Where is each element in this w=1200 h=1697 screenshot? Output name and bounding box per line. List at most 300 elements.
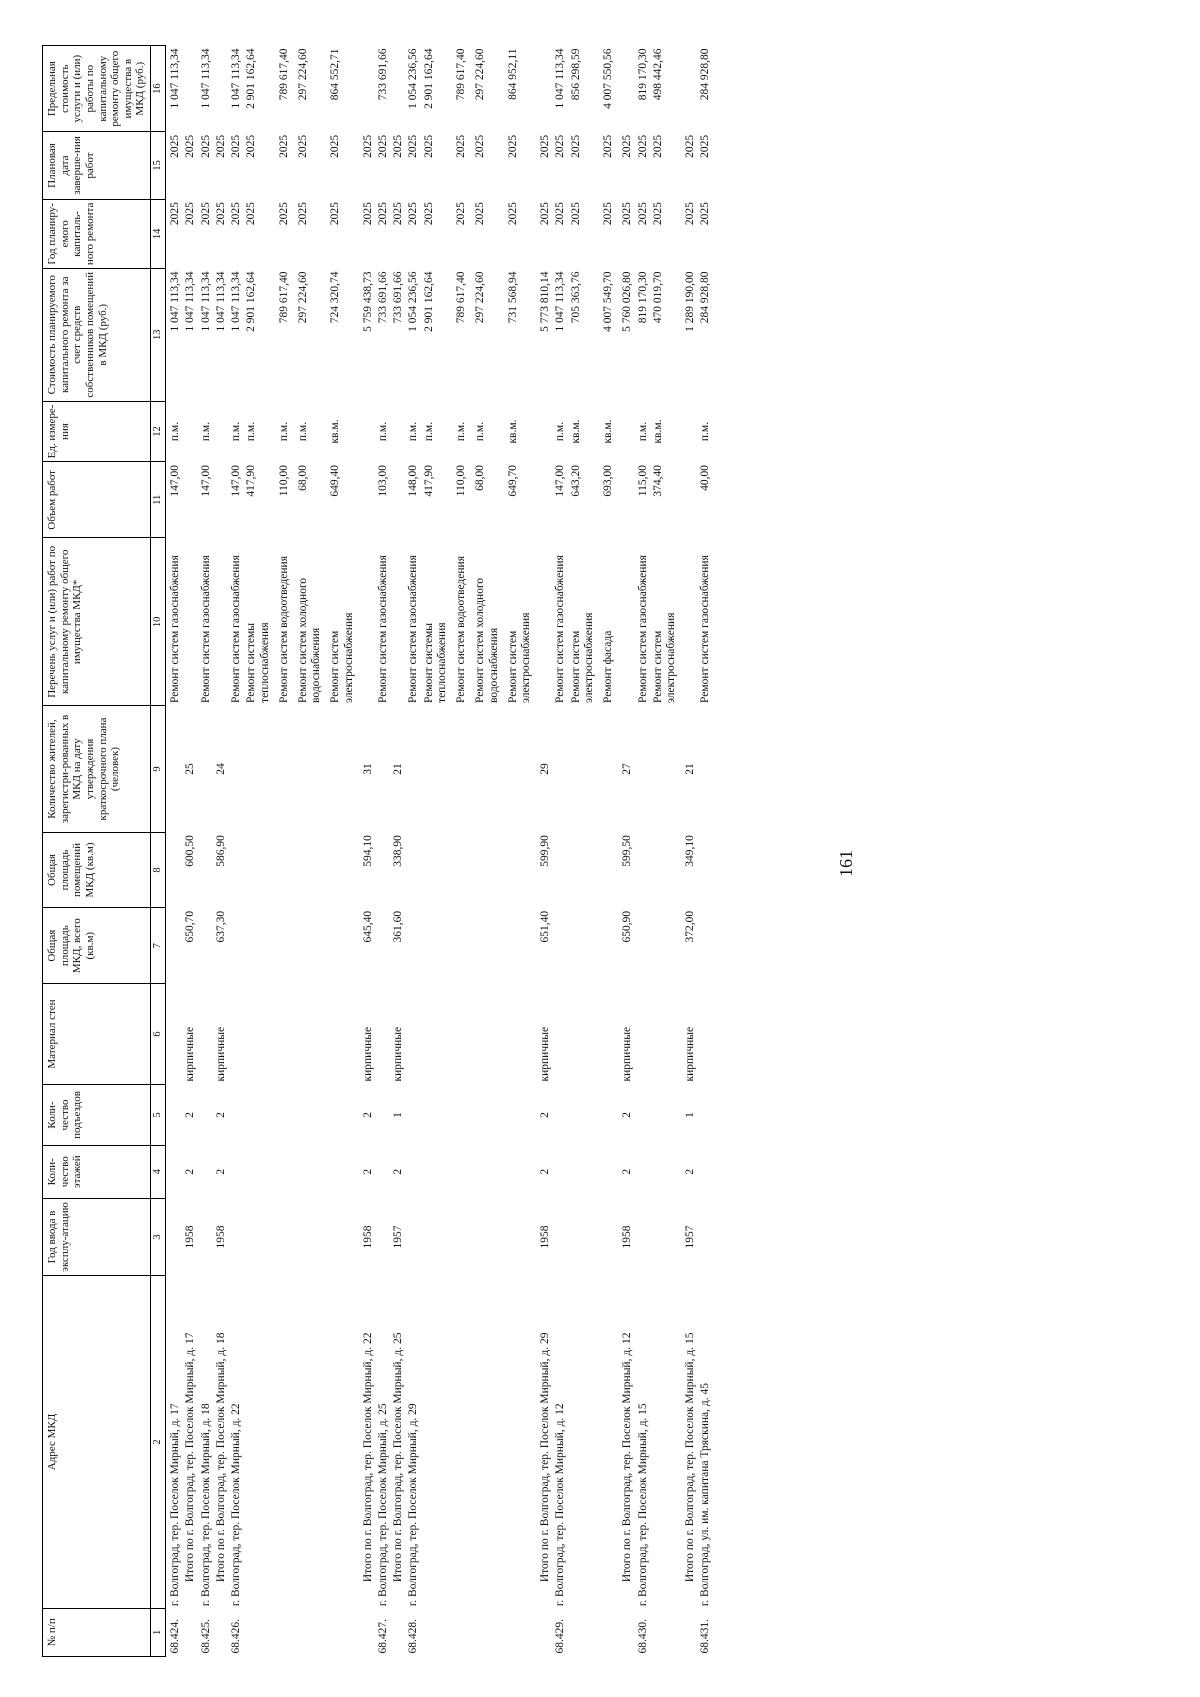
cell-floors: 2 xyxy=(361,1168,374,1175)
total-row xyxy=(683,46,698,1657)
cell-limit: 2 901 162,64 xyxy=(422,48,435,109)
cell-vol: 147,00 xyxy=(554,465,567,497)
cell-unit: п.м. xyxy=(296,421,309,442)
total-row xyxy=(214,46,229,1657)
cell-floors: 2 xyxy=(684,1168,697,1175)
cell-residents: 31 xyxy=(361,763,374,775)
cell-walls xyxy=(506,984,538,1085)
cell-entr xyxy=(422,1084,454,1145)
cell-end: 2025 xyxy=(392,134,405,158)
cell-work: Ремонт системы теплоснабжения xyxy=(245,622,271,703)
cell-entr xyxy=(473,1084,505,1145)
column-header: Плановая дата заверше-ния работ xyxy=(43,132,151,199)
cell-end: 2025 xyxy=(422,134,435,158)
cell-entr: 2 xyxy=(184,1112,197,1118)
cell-walls xyxy=(454,984,473,1085)
cell-residents xyxy=(406,706,421,832)
table-row xyxy=(296,46,328,1657)
cell-entr xyxy=(651,1084,683,1145)
cell-cost: 731 568,94 xyxy=(506,271,519,324)
column-number: 9 xyxy=(151,706,166,832)
cell-floors xyxy=(406,1145,421,1198)
cell-floors xyxy=(166,1145,184,1198)
column-header: Стоимость планируемого капитального ремонта за счет средств собственников помещений в МКД (руб.) xyxy=(43,269,151,401)
cell-area-rooms xyxy=(296,832,328,908)
cell-floors xyxy=(601,1145,620,1198)
cell-num xyxy=(506,1608,538,1656)
cell-addr xyxy=(277,1276,296,1608)
cell-unit xyxy=(620,401,635,462)
cell-end: 2025 xyxy=(474,134,487,158)
cell-area-rooms xyxy=(553,832,568,908)
cell-area-rooms xyxy=(636,832,651,908)
column-number: 16 xyxy=(151,46,166,132)
cell-addr: г. Волгоград, ул. им. капитана Тряскина, д. 45 xyxy=(699,1383,712,1607)
table-row xyxy=(601,46,620,1657)
cell-addr xyxy=(296,1276,328,1608)
cell-addr xyxy=(506,1276,538,1608)
cell-unit: п.м. xyxy=(554,421,567,442)
cell-built: 1958 xyxy=(361,1225,374,1249)
cell-end: 2025 xyxy=(277,134,290,158)
cell-num xyxy=(651,1608,683,1656)
cell-num xyxy=(391,1608,406,1656)
cell-walls xyxy=(376,984,391,1085)
cell-area-rooms xyxy=(166,832,184,908)
cell-area-rooms: 599,50 xyxy=(621,835,634,867)
cell-cost: 2 901 162,64 xyxy=(245,271,258,332)
cell-built xyxy=(277,1198,296,1276)
table-row xyxy=(199,46,214,1657)
cell-work xyxy=(391,538,406,706)
cell-year: 2025 xyxy=(184,202,197,226)
cell-num xyxy=(601,1608,620,1656)
cell-end: 2025 xyxy=(455,134,468,158)
cell-vol: 148,00 xyxy=(407,465,420,497)
cell-work: Ремонт систем холодного водоснабжения xyxy=(296,577,323,703)
cell-walls xyxy=(636,984,651,1085)
cell-end: 2025 xyxy=(230,134,243,158)
table-row xyxy=(328,46,360,1657)
cell-walls: кирпичные xyxy=(392,1026,405,1082)
cell-vol: 417,90 xyxy=(245,465,258,497)
cell-entr: 1 xyxy=(684,1112,697,1118)
cell-year: 2025 xyxy=(455,202,468,226)
cell-num: 68.431. xyxy=(699,1619,712,1654)
cell-vol: 147,00 xyxy=(199,465,212,497)
cell-unit: п.м. xyxy=(474,421,487,442)
cell-cost: 297 224,60 xyxy=(296,271,309,324)
cell-cost: 733 691,66 xyxy=(377,271,390,324)
cell-year: 2025 xyxy=(699,202,712,226)
cell-entr xyxy=(328,1084,360,1145)
cell-vol: 147,00 xyxy=(169,465,182,497)
table-row xyxy=(651,46,683,1657)
cell-num xyxy=(277,1608,296,1656)
cell-vol: 693,00 xyxy=(602,465,615,497)
cell-area xyxy=(454,908,473,984)
cell-end: 2025 xyxy=(407,134,420,158)
cell-area xyxy=(406,908,421,984)
cell-area xyxy=(506,908,538,984)
cell-unit: п.м. xyxy=(455,421,468,442)
cell-walls xyxy=(698,984,713,1085)
cell-built xyxy=(636,1198,651,1276)
cell-end: 2025 xyxy=(569,134,582,158)
cell-residents xyxy=(454,706,473,832)
cell-area-rooms xyxy=(199,832,214,908)
cell-limit: 789 617,40 xyxy=(455,48,468,101)
cell-limit xyxy=(620,46,635,132)
cell-limit: 1 054 236,56 xyxy=(407,48,420,109)
cell-walls xyxy=(473,984,505,1085)
cell-area-rooms xyxy=(328,832,360,908)
cell-limit: 1 047 113,34 xyxy=(199,48,212,109)
cell-end: 2025 xyxy=(329,134,342,158)
column-number: 3 xyxy=(151,1198,166,1276)
cell-work xyxy=(620,538,635,706)
column-number: 15 xyxy=(151,132,166,199)
cell-vol: 147,00 xyxy=(230,465,243,497)
cell-floors xyxy=(244,1145,276,1198)
cell-floors xyxy=(506,1145,538,1198)
page-number: 161 xyxy=(836,850,856,877)
cell-area: 645,40 xyxy=(361,910,374,943)
cell-walls xyxy=(296,984,328,1085)
cell-walls xyxy=(229,984,244,1085)
cell-built: 1957 xyxy=(684,1225,697,1249)
cell-residents xyxy=(636,706,651,832)
cell-limit: 856 298,59 xyxy=(569,48,582,101)
cell-area xyxy=(277,908,296,984)
cell-work xyxy=(361,538,376,706)
cell-residents xyxy=(296,706,328,832)
cell-cost: 4 007 549,70 xyxy=(602,271,615,332)
cell-cost: 284 928,80 xyxy=(699,271,712,324)
cell-num: 68.427. xyxy=(377,1619,390,1654)
cell-addr: г. Волгоград, тер. Поселок Мирный, д. 25 xyxy=(377,1403,390,1607)
cell-area xyxy=(166,908,184,984)
table-row xyxy=(277,46,296,1657)
cell-built xyxy=(422,1198,454,1276)
cell-unit: п.м. xyxy=(699,421,712,442)
column-header: Год планиру-емого капиталь-ного ремонта xyxy=(43,199,151,268)
column-header: Общая площадь МКД, всего (кв.м) xyxy=(43,908,151,984)
cell-area xyxy=(296,908,328,984)
cell-limit: 789 617,40 xyxy=(277,48,290,101)
cell-cost: 819 170,30 xyxy=(636,271,649,324)
column-number-row xyxy=(151,46,166,1657)
cell-end: 2025 xyxy=(184,134,197,158)
cell-cost: 5 759 438,73 xyxy=(361,271,374,332)
cell-vol: 643,20 xyxy=(569,465,582,497)
column-header: Объем работ xyxy=(43,462,151,538)
cell-num xyxy=(328,1608,360,1656)
column-header: Коли-чество подъездов xyxy=(43,1084,151,1145)
cell-walls xyxy=(328,984,360,1085)
cell-year: 2025 xyxy=(277,202,290,226)
cell-built xyxy=(698,1198,713,1276)
cell-vol: 417,90 xyxy=(422,465,435,497)
cell-limit: 1 047 113,34 xyxy=(554,48,567,109)
cell-area-rooms: 349,10 xyxy=(684,835,697,867)
cell-num xyxy=(296,1608,328,1656)
cell-num xyxy=(454,1608,473,1656)
cell-residents xyxy=(229,706,244,832)
cell-walls xyxy=(199,984,214,1085)
cell-addr: Итого по г. Волгоград, тер. Поселок Мирный, д. 22 xyxy=(361,1332,374,1583)
cell-num xyxy=(361,1608,376,1656)
cell-num xyxy=(422,1608,454,1656)
cell-year: 2025 xyxy=(506,202,519,226)
cell-addr: Итого по г. Волгоград, тер. Поселок Мирный, д. 25 xyxy=(392,1332,405,1583)
cell-built xyxy=(473,1198,505,1276)
cell-floors xyxy=(651,1145,683,1198)
cell-addr: г. Волгоград, тер. Поселок Мирный, д. 17 xyxy=(169,1403,182,1607)
cell-vol xyxy=(391,462,406,538)
cell-entr xyxy=(698,1084,713,1145)
cell-entr xyxy=(296,1084,328,1145)
cell-area-rooms: 599,90 xyxy=(539,835,552,867)
cell-addr: г. Волгоград, тер. Поселок Мирный, д. 15 xyxy=(636,1403,649,1607)
table-row xyxy=(244,46,276,1657)
cell-num: 68.429. xyxy=(554,1619,567,1654)
cell-residents xyxy=(166,706,184,832)
cell-limit: 4 007 550,56 xyxy=(602,48,615,109)
cell-num xyxy=(183,1608,198,1656)
cell-vol xyxy=(620,462,635,538)
cell-built xyxy=(229,1198,244,1276)
cell-residents: 29 xyxy=(539,763,552,775)
cell-limit xyxy=(538,46,553,132)
cell-built xyxy=(553,1198,568,1276)
cell-floors xyxy=(454,1145,473,1198)
cell-entr: 2 xyxy=(361,1112,374,1118)
cell-end: 2025 xyxy=(361,134,374,158)
column-header: Коли-чество этажей xyxy=(43,1145,151,1198)
cell-area xyxy=(229,908,244,984)
cell-vol: 103,00 xyxy=(377,465,390,497)
table-row xyxy=(506,46,538,1657)
cell-year: 2025 xyxy=(169,202,182,226)
cell-unit: кв.м. xyxy=(506,419,519,444)
cell-vol xyxy=(683,462,698,538)
table-body xyxy=(166,46,714,1657)
cell-walls xyxy=(601,984,620,1085)
cell-work: Ремонт системы теплоснабжения xyxy=(422,622,448,703)
cell-area-rooms xyxy=(569,832,601,908)
cell-addr: Итого по г. Волгоград, тер. Поселок Мирный, д. 18 xyxy=(214,1332,227,1583)
cell-area xyxy=(376,908,391,984)
cell-entr xyxy=(553,1084,568,1145)
cell-floors: 2 xyxy=(539,1168,552,1175)
cell-num: 68.425. xyxy=(199,1619,212,1654)
table-row xyxy=(229,46,244,1657)
cell-entr xyxy=(569,1084,601,1145)
cell-walls xyxy=(569,984,601,1085)
cell-limit: 864 552,71 xyxy=(329,48,342,101)
total-row xyxy=(183,46,198,1657)
cell-floors xyxy=(376,1145,391,1198)
cell-end: 2025 xyxy=(506,134,519,158)
cell-year: 2025 xyxy=(539,202,552,226)
cell-work: Ремонт систем газоснабжения xyxy=(554,555,567,703)
table-row xyxy=(454,46,473,1657)
cell-work: Ремонт фасада xyxy=(602,630,615,703)
column-header: № п/п xyxy=(43,1608,151,1656)
cell-end: 2025 xyxy=(621,134,634,158)
cell-unit: п.м. xyxy=(230,421,243,442)
cell-cost: 1 047 113,34 xyxy=(199,271,212,332)
cell-end: 2025 xyxy=(296,134,309,158)
cell-area: 372,00 xyxy=(684,910,697,943)
cell-cost: 789 617,40 xyxy=(455,271,468,324)
cell-limit xyxy=(183,46,198,132)
cell-residents: 21 xyxy=(392,763,405,775)
cell-entr xyxy=(454,1084,473,1145)
cell-year: 2025 xyxy=(636,202,649,226)
cell-entr xyxy=(376,1084,391,1145)
cell-area-rooms: 600,50 xyxy=(184,835,197,867)
cell-area-rooms xyxy=(601,832,620,908)
cell-entr xyxy=(199,1084,214,1145)
cell-end: 2025 xyxy=(636,134,649,158)
cell-residents xyxy=(277,706,296,832)
cell-built xyxy=(506,1198,538,1276)
cell-unit: п.м. xyxy=(407,421,420,442)
cell-area xyxy=(601,908,620,984)
cell-unit: п.м. xyxy=(169,421,182,442)
cell-floors xyxy=(569,1145,601,1198)
cell-vol: 68,00 xyxy=(296,465,309,491)
column-number: 7 xyxy=(151,908,166,984)
cell-num: 68.428. xyxy=(407,1619,420,1654)
cell-cost: 1 047 113,34 xyxy=(214,271,227,332)
cell-residents xyxy=(506,706,538,832)
cell-vol: 110,00 xyxy=(277,465,290,497)
cell-work: Ремонт систем холодного водоснабжения xyxy=(474,577,500,703)
cell-residents xyxy=(376,706,391,832)
cell-floors xyxy=(277,1145,296,1198)
cell-cost: 470 019,70 xyxy=(651,271,664,324)
cell-work xyxy=(683,538,698,706)
cell-area-rooms xyxy=(229,832,244,908)
column-header: Предельная стоимость услуги и (или) работы по капитальному ремонту общего имущества в МКД (руб.) xyxy=(43,46,151,132)
cell-year: 2025 xyxy=(214,202,227,226)
cell-area xyxy=(698,908,713,984)
cell-area xyxy=(651,908,683,984)
cell-walls: кирпичные xyxy=(621,1026,634,1082)
cell-addr: г. Волгоград, тер. Поселок Мирный, д. 29 xyxy=(407,1403,420,1607)
cell-walls: кирпичные xyxy=(684,1026,697,1082)
cell-unit xyxy=(538,401,553,462)
cell-residents: 27 xyxy=(621,763,634,775)
cell-vol: 115,00 xyxy=(636,465,649,497)
column-header: Материал стен xyxy=(43,984,151,1085)
cell-unit: кв.м. xyxy=(651,419,664,444)
cell-limit: 297 224,60 xyxy=(296,48,309,101)
cell-work: Ремонт систем газоснабжения xyxy=(636,555,649,703)
cell-vol xyxy=(183,462,198,538)
cell-unit: кв.м. xyxy=(329,419,342,444)
cell-addr xyxy=(569,1276,601,1608)
table-row xyxy=(166,46,184,1657)
cell-year: 2025 xyxy=(329,202,342,226)
cell-walls xyxy=(277,984,296,1085)
cell-end: 2025 xyxy=(602,134,615,158)
cell-walls xyxy=(651,984,683,1085)
cell-unit: п.м. xyxy=(277,421,290,442)
cell-built xyxy=(569,1198,601,1276)
cell-built xyxy=(601,1198,620,1276)
cell-built xyxy=(328,1198,360,1276)
cell-unit: п.м. xyxy=(422,421,435,442)
cell-cost: 1 047 113,34 xyxy=(230,271,243,332)
cell-cost: 5 760 026,80 xyxy=(621,271,634,332)
cell-limit: 733 691,66 xyxy=(377,48,390,101)
cell-floors xyxy=(328,1145,360,1198)
cell-limit: 1 047 113,34 xyxy=(169,48,182,109)
cell-built xyxy=(199,1198,214,1276)
table-row xyxy=(376,46,391,1657)
cell-unit: п.м. xyxy=(377,421,390,442)
cell-area xyxy=(553,908,568,984)
cell-addr xyxy=(454,1276,473,1608)
cell-area-rooms: 338,90 xyxy=(392,835,405,867)
cell-floors: 2 xyxy=(214,1168,227,1175)
cell-walls xyxy=(406,984,421,1085)
cell-year: 2025 xyxy=(199,202,212,226)
cell-end: 2025 xyxy=(554,134,567,158)
column-number: 6 xyxy=(151,984,166,1085)
cell-addr: г. Волгоград, тер. Поселок Мирный, д. 22 xyxy=(230,1403,243,1607)
cell-area-rooms: 586,90 xyxy=(214,835,227,867)
cell-area-rooms xyxy=(651,832,683,908)
cell-num xyxy=(214,1608,229,1656)
cell-limit: 284 928,80 xyxy=(699,48,712,101)
cell-work: Ремонт систем газоснабжения xyxy=(407,555,420,703)
cell-work xyxy=(538,538,553,706)
cell-cost: 1 289 190,00 xyxy=(684,271,697,332)
cell-addr xyxy=(422,1276,454,1608)
cell-entr xyxy=(277,1084,296,1145)
cell-limit xyxy=(683,46,698,132)
cell-addr xyxy=(651,1276,683,1608)
cell-work: Ремонт систем водоотведения xyxy=(277,556,290,703)
column-number: 8 xyxy=(151,832,166,908)
cell-vol: 110,00 xyxy=(455,465,468,497)
header-row xyxy=(43,46,151,1657)
capital-repair-table xyxy=(42,45,714,1657)
table-row xyxy=(422,46,454,1657)
cell-walls: кирпичные xyxy=(539,1026,552,1082)
cell-residents: 21 xyxy=(684,763,697,775)
cell-cost: 1 047 113,34 xyxy=(169,271,182,332)
cell-floors xyxy=(296,1145,328,1198)
cell-work: Ремонт систем газоснабжения xyxy=(230,555,243,703)
cell-entr: 2 xyxy=(621,1112,634,1118)
cell-area: 650,70 xyxy=(184,910,197,943)
cell-addr: г. Волгоград, тер. Поселок Мирный, д. 18 xyxy=(199,1403,212,1607)
cell-year: 2025 xyxy=(407,202,420,226)
cell-entr: 2 xyxy=(539,1112,552,1118)
cell-residents xyxy=(601,706,620,832)
table-row xyxy=(569,46,601,1657)
cell-end: 2025 xyxy=(684,134,697,158)
cell-end: 2025 xyxy=(699,134,712,158)
cell-unit: п.м. xyxy=(636,421,649,442)
cell-walls xyxy=(422,984,454,1085)
